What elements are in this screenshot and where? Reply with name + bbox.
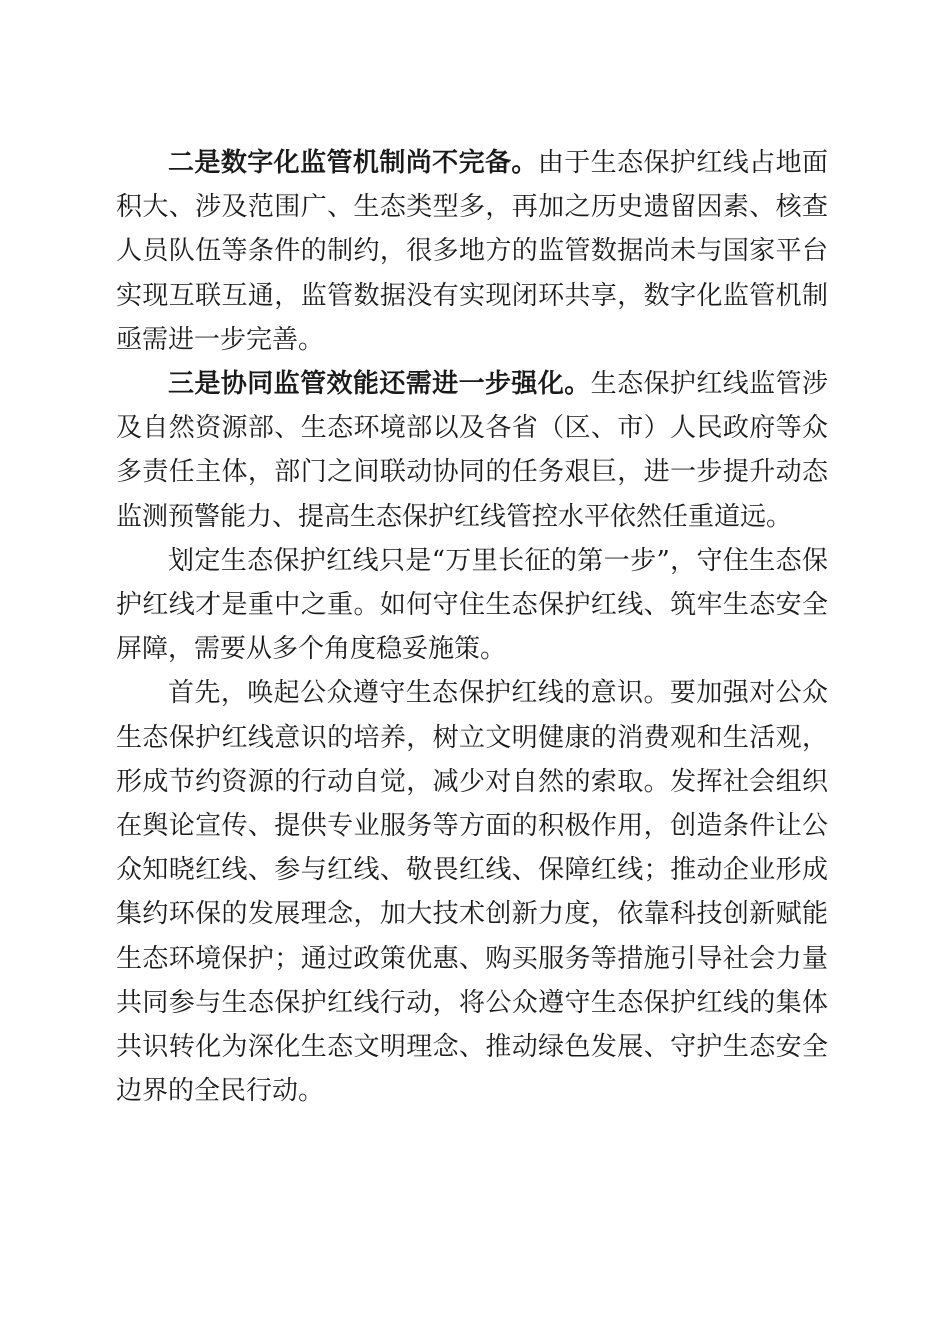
paragraph-collaborative-supervision xyxy=(116,362,828,539)
paragraph-lead: 三是协同监管效能还需进一步强化。 xyxy=(168,369,591,400)
paragraph-digital-supervision xyxy=(116,141,828,362)
paragraph-text: 首先，唤起公众遵守生态保护红线的意识。要加强对公众生态保护红线意识的培养，树立文明健康的消费观和生活观，形成节约资源的行动自觉，减少对自然的索取。发挥社会组织在舆论宣传、提供专业服务等方面的积极作用，创造条件让公众知晓红线、参与红线、敬畏红线、保障红线；推动企业形成集约环保的发展理念，加大技术创新力度，依靠科技创新赋能生态环境保护；通过政策优惠、购买服务等措施引导社会力量共同参与生态保护红线行动，将公众遵守生态保护红线的集体共识转化为深化生态文明理念、推动绿色发展、守护生态安全边界的全民行动。 xyxy=(116,678,828,1107)
paragraph-public-awareness xyxy=(116,671,828,1113)
paragraph-text: 划定生态保护红线只是“万里长征的第一步”，守住生态保护红线才是重中之重。如何守住生态保护红线、筑牢生态安全屏障，需要从多个角度稳妥施策。 xyxy=(116,545,828,665)
document-body xyxy=(116,141,828,1113)
paragraph-lead: 二是数字化监管机制尚不完备。 xyxy=(168,148,538,178)
paragraph-first-step xyxy=(116,539,828,672)
paragraph-text: 由于生态保护红线占地面积大、涉及范围广、生态类型多，再加之历史遗留因素、核查人员队伍等条件的制约，很多地方的监管数据尚未与国家平台实现互联互通，监管数据没有实现闭环共享，数字化监管机制亟需进一步完善。 xyxy=(116,148,828,355)
paragraph-text: 生态保护红线监管涉及自然资源部、生态环境部以及各省（区、市）人民政府等众多责任主体，部门之间联动协同的任务艰巨，进一步提升动态监测预警能力、提高生态保护红线管控水平依然任重道远。 xyxy=(116,369,828,532)
